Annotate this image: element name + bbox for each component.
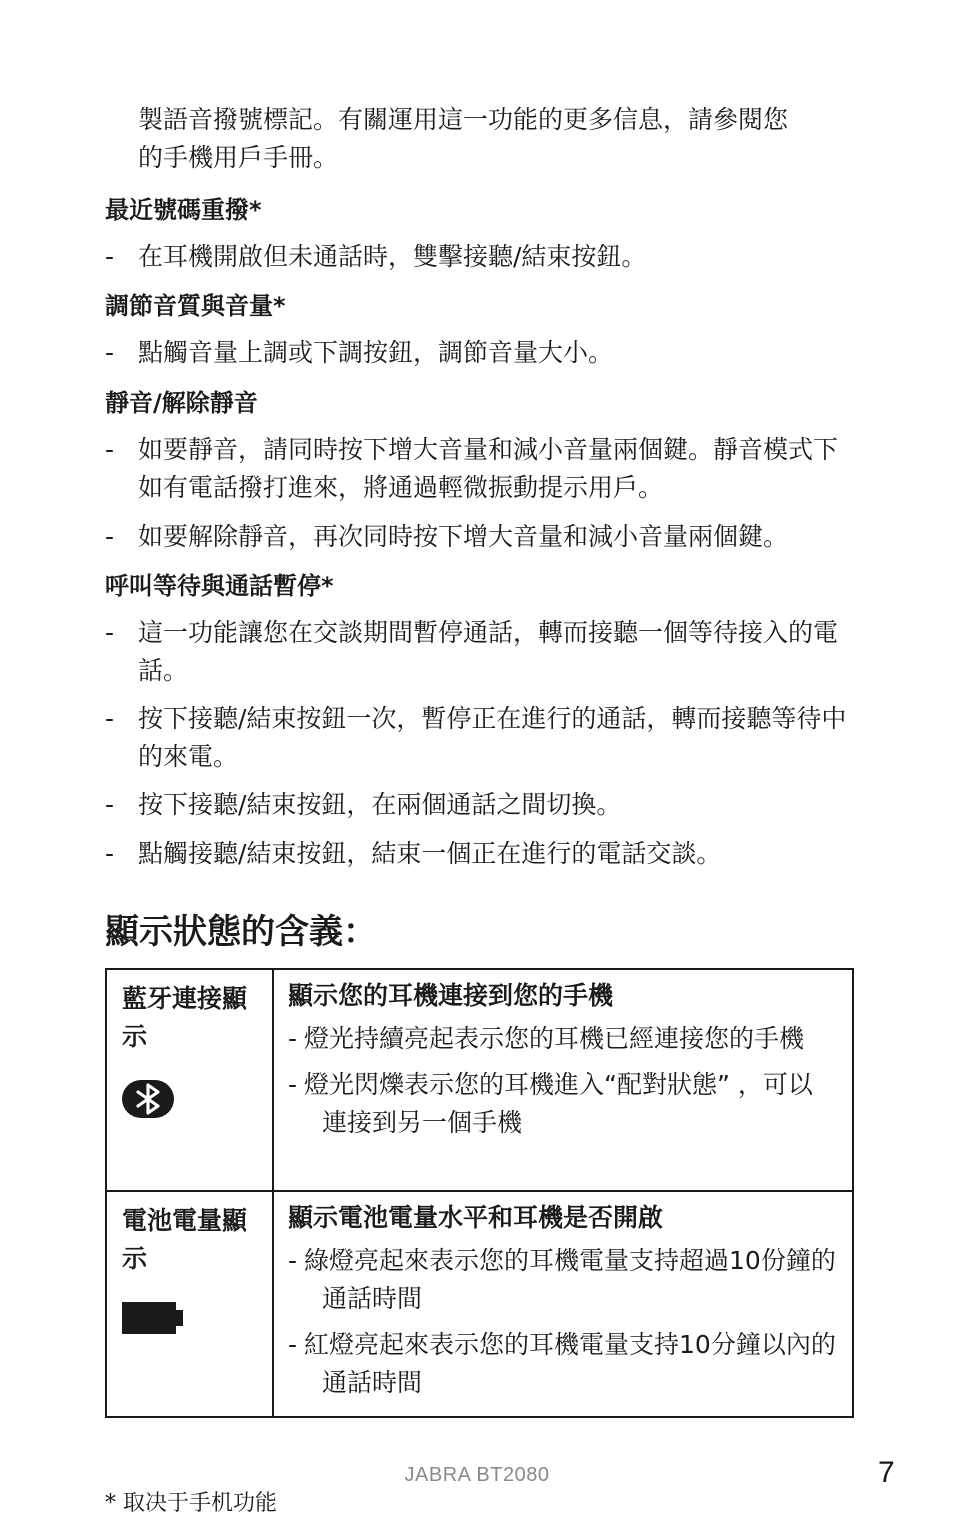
bullet-dash: - — [288, 1246, 298, 1275]
bullet-dash: - — [105, 790, 115, 819]
row-label: 電池電量顯示 — [122, 1206, 248, 1273]
bullet-text: 點觸接聽/結束按鈕，結束一個正在進行的電話交談。 — [138, 839, 722, 868]
bullet-dash: - — [105, 435, 115, 464]
bullet-dash: - — [105, 618, 115, 647]
table-cell-label — [106, 969, 273, 1191]
bullet-dash: - — [105, 522, 115, 551]
list-item — [288, 1242, 836, 1318]
bullet-dash: - — [288, 1070, 298, 1099]
row-label: 藍牙連接顯示 — [122, 984, 248, 1051]
bullet-text: 按下接聽/結束按鈕，在兩個通話之間切換。 — [138, 790, 622, 819]
status-table — [105, 968, 854, 1418]
row-heading: 顯示電池電量水平和耳機是否開啟 — [288, 1203, 664, 1232]
table-row — [106, 969, 853, 1191]
table-row — [106, 1191, 853, 1417]
bullet-text: 在耳機開啟但未通話時，雙擊接聽/結束按鈕。 — [138, 242, 647, 271]
bullet-text: 如要靜音，請同時按下增大音量和減小音量兩個鍵。靜音模式下如有電話撥打進來，將通過輕微振動提示用戶。 — [138, 435, 839, 502]
battery-icon — [122, 1302, 184, 1334]
bullet-text: 點觸音量上調或下調按鈕，調節音量大小。 — [138, 338, 614, 367]
list-item-text: 燈光持續亮起表示您的耳機已經連接您的手機 — [304, 1024, 805, 1053]
heading-mute-unmute: 靜音/解除靜音 — [105, 389, 258, 417]
bullet-dash: - — [105, 338, 115, 367]
bullet-text: 按下接聽/結束按鈕一次，暫停正在進行的通話，轉而接聽等待中的來電。 — [138, 704, 847, 771]
bullet-text: 如要解除靜音，再次同時按下增大音量和減小音量兩個鍵。 — [138, 522, 789, 551]
row-heading: 顯示您的耳機連接到您的手機 — [288, 981, 614, 1010]
bullet-dash: - — [288, 1024, 298, 1053]
bluetooth-icon — [122, 1080, 174, 1118]
status-section-title: 顯示狀態的含義： — [105, 912, 377, 952]
bullet-text: 這一功能讓您在交談期間暫停通話，轉而接聽一個等待接入的電話。 — [138, 618, 839, 685]
table-cell-description — [273, 969, 853, 1191]
list-item — [288, 1020, 836, 1058]
intro-line-2: 的手機用戶手冊。 — [138, 143, 339, 172]
list-item — [288, 1326, 836, 1402]
footnote: * 取决于手机功能 — [105, 1491, 277, 1516]
heading-last-number-redial: 最近號碼重撥* — [105, 196, 262, 224]
list-item-text: 綠燈亮起來表示您的耳機電量支持超過10份鐘的通話時間 — [304, 1246, 836, 1313]
table-cell-description — [273, 1191, 853, 1417]
footer-brand: JABRA BT2080 — [404, 1464, 550, 1486]
heading-call-waiting-hold: 呼叫等待與通話暫停* — [105, 572, 334, 600]
bullet-dash: - — [105, 704, 115, 733]
heading-adjust-volume: 調節音質與音量* — [105, 292, 286, 320]
list-item — [288, 1066, 836, 1142]
list-item-text: 紅燈亮起來表示您的耳機電量支持10分鐘以內的通話時間 — [304, 1330, 836, 1397]
intro-line-1: 製語音撥號標記。有關運用這一功能的更多信息，請參閱您 — [138, 105, 789, 134]
page-number: 7 — [878, 1456, 895, 1489]
table-cell-label — [106, 1191, 273, 1417]
list-item-text: 燈光閃爍表示您的耳機進入“配對狀態” ，可以連接到另一個手機 — [304, 1070, 813, 1137]
bullet-dash: - — [288, 1330, 298, 1359]
bullet-dash: - — [105, 839, 115, 868]
bullet-dash: - — [105, 242, 115, 271]
